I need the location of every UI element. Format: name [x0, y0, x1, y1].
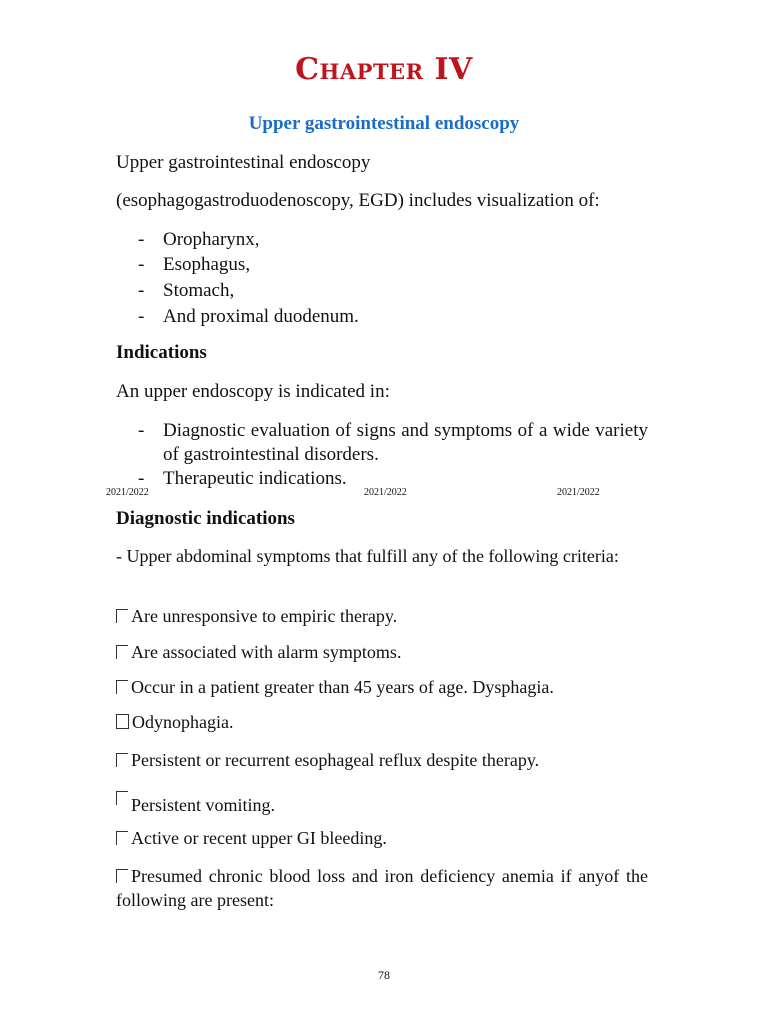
checkbox-glyph-icon: [116, 753, 128, 767]
list-item-text: Oropharynx,: [163, 229, 260, 250]
list-item-text: Diagnostic evaluation of signs and symptoms of a wide variety of gastrointestinal disorders.: [163, 420, 648, 465]
criterion-text: Persistent vomiting.: [131, 795, 275, 815]
list-item: [138, 279, 648, 303]
diagnostic-intro: - Upper abdominal symptoms that fulfill any of the following criteria:: [116, 546, 619, 566]
list-item: [116, 710, 648, 734]
criterion-text: Are associated with alarm symptoms.: [131, 642, 402, 662]
dash-marker: -: [138, 306, 145, 327]
footer-year-center: 2021/2022: [364, 487, 407, 498]
diagnostic-heading: Diagnostic indications: [116, 508, 295, 529]
indications-heading: Indications: [116, 342, 207, 363]
list-item: [116, 791, 648, 817]
list-item: [138, 228, 648, 252]
list-item-text: Therapeutic indications.: [163, 468, 347, 489]
section-subtitle: Upper gastrointestinal endoscopy: [248, 113, 520, 134]
checkbox-glyph-icon: [116, 680, 128, 694]
footer-year-left: 2021/2022: [106, 487, 149, 498]
list-item-text: Esophagus,: [163, 254, 251, 275]
dash-marker: -: [138, 254, 145, 275]
page-number: 78: [378, 968, 390, 982]
list-item: [138, 305, 648, 329]
footer-year-right: 2021/2022: [557, 487, 600, 498]
dash-marker: -: [138, 229, 145, 250]
dash-marker: -: [138, 420, 145, 441]
criterion-text: Presumed chronic blood loss and iron deficiency anemia if anyof the following are present:: [116, 866, 648, 910]
checkbox-glyph-icon: [116, 714, 129, 729]
list-item-text: Stomach,: [163, 280, 235, 301]
indications-intro: An upper endoscopy is indicated in:: [116, 381, 390, 402]
list-item: [138, 253, 648, 277]
criterion-text: Active or recent upper GI bleeding.: [131, 828, 387, 848]
dash-marker: -: [138, 468, 145, 489]
criterion-text: Odynophagia.: [132, 712, 234, 732]
criterion-text: Occur in a patient greater than 45 years of age. Dysphagia.: [131, 677, 554, 697]
checkbox-glyph-icon: [116, 609, 128, 623]
list-item: [116, 604, 648, 628]
checkbox-glyph-icon: [116, 831, 128, 845]
list-item: [116, 640, 648, 664]
list-item: [138, 419, 648, 467]
list-item: [116, 826, 648, 850]
intro-line-1: Upper gastrointestinal endoscopy: [116, 152, 371, 173]
checkbox-glyph-icon: [116, 869, 128, 883]
checkbox-glyph-icon: [116, 645, 128, 659]
list-item: [116, 748, 648, 772]
criterion-text: Are unresponsive to empiric therapy.: [131, 606, 398, 626]
chapter-title: Chapter IV: [295, 52, 473, 87]
dash-marker: -: [138, 280, 145, 301]
list-item: [116, 864, 648, 912]
checkbox-glyph-icon: [116, 791, 128, 805]
criterion-text: Persistent or recurrent esophageal reflux despite therapy.: [131, 750, 540, 770]
intro-line-2: (esophagogastroduodenoscopy, EGD) includes visualization of:: [116, 190, 600, 211]
list-item: [116, 675, 648, 699]
list-item-text: And proximal duodenum.: [163, 306, 359, 327]
